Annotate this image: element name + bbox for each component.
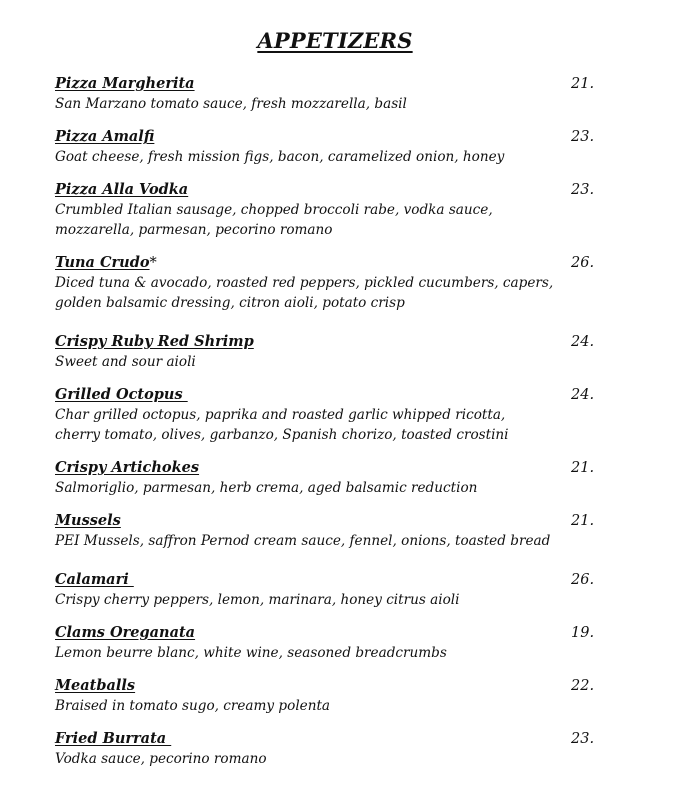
menu-item-price: 23. bbox=[571, 182, 595, 198]
page-title: APPETIZERS bbox=[257, 28, 413, 53]
menu-item bbox=[55, 729, 595, 769]
menu-item-price: 26. bbox=[571, 572, 595, 588]
menu-item-description: Goat cheese, fresh mission figs, bacon, caramelized onion, honey bbox=[55, 149, 505, 165]
menu-item-description: golden balsamic dressing, citron aioli, potato crisp bbox=[55, 295, 405, 311]
menu-item-description: PEI Mussels, saffron Pernod cream sauce, fennel, onions, toasted bread bbox=[55, 533, 551, 549]
menu-item bbox=[55, 332, 595, 372]
menu-item-name: Crispy Artichokes bbox=[55, 459, 200, 476]
menu-item-name: Grilled Octopus bbox=[55, 386, 188, 403]
menu-item bbox=[55, 180, 595, 240]
menu-item-price: 21. bbox=[571, 513, 595, 529]
menu-item bbox=[55, 623, 595, 663]
menu-item bbox=[55, 74, 595, 114]
menu-item bbox=[55, 127, 595, 167]
menu-item bbox=[55, 458, 595, 498]
menu-item-name: Meatballs bbox=[55, 677, 136, 694]
menu-item-description: cherry tomato, olives, garbanzo, Spanish chorizo, toasted crostini bbox=[55, 427, 509, 443]
menu-item-name: Crispy Ruby Red Shrimp bbox=[55, 333, 254, 350]
menu-item bbox=[55, 511, 595, 551]
menu-item-name: Pizza Amalfi bbox=[55, 128, 155, 145]
menu-item-description: Crumbled Italian sausage, chopped broccoli rabe, vodka sauce, bbox=[55, 202, 493, 218]
menu-item-description: Vodka sauce, pecorino romano bbox=[55, 751, 267, 767]
menu-item-price: 26. bbox=[571, 255, 595, 271]
menu-item-description: Crispy cherry peppers, lemon, marinara, honey citrus aioli bbox=[55, 592, 460, 608]
menu-item-description: Braised in tomato sugo, creamy polenta bbox=[55, 698, 331, 714]
menu-item-price: 23. bbox=[571, 731, 595, 747]
menu-item-price: 24. bbox=[571, 334, 595, 350]
menu-item bbox=[55, 676, 595, 716]
menu-item-name: Fried Burrata bbox=[55, 730, 172, 747]
menu-item-price: 23. bbox=[571, 129, 595, 145]
menu-item bbox=[55, 570, 595, 610]
menu-item-name: Clams Oreganata bbox=[55, 624, 196, 641]
menu-item-name: Tuna Crudo* bbox=[55, 254, 157, 271]
menu-item-name: Pizza Margherita bbox=[55, 75, 195, 92]
menu-item bbox=[55, 253, 595, 313]
menu-item-price: 22. bbox=[571, 678, 595, 694]
menu-item-price: 19. bbox=[571, 625, 595, 641]
menu-item-description: Char grilled octopus, paprika and roasted garlic whipped ricotta, bbox=[55, 407, 506, 423]
menu-item bbox=[55, 385, 595, 445]
menu-item-description: Salmoriglio, parmesan, herb crema, aged balsamic reduction bbox=[55, 480, 478, 496]
menu-item-description: Sweet and sour aioli bbox=[55, 354, 196, 370]
menu-item-price: 21. bbox=[571, 76, 595, 92]
menu-item-price: 21. bbox=[571, 460, 595, 476]
menu-item-description: mozzarella, parmesan, pecorino romano bbox=[55, 222, 333, 238]
menu-item-description: Diced tuna & avocado, roasted red peppers, pickled cucumbers, capers, bbox=[55, 275, 554, 291]
menu-item-description: Lemon beurre blanc, white wine, seasoned breadcrumbs bbox=[55, 645, 447, 661]
menu-item-price: 24. bbox=[571, 387, 595, 403]
menu-item-name: Mussels bbox=[55, 512, 121, 529]
menu-item-name: Calamari bbox=[55, 571, 134, 588]
menu-item-description: San Marzano tomato sauce, fresh mozzarella, basil bbox=[55, 96, 407, 112]
menu-item-name: Pizza Alla Vodka bbox=[55, 181, 189, 198]
